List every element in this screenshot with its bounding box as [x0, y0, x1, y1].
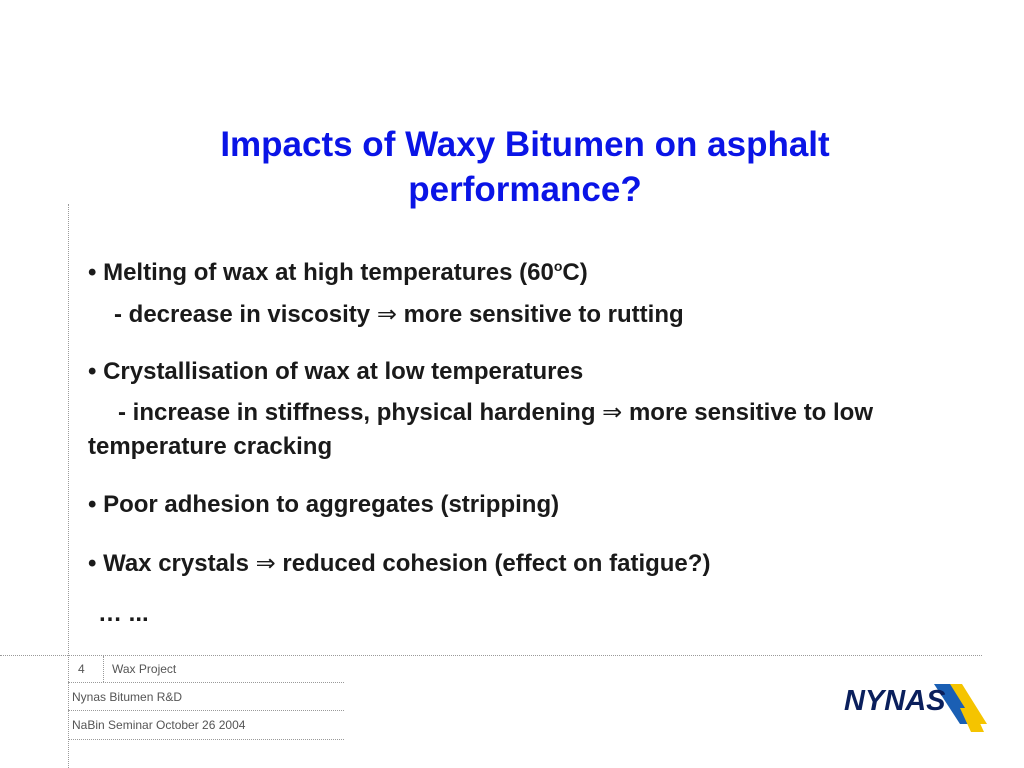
bullet-4	[88, 549, 710, 578]
footer-rule-4	[68, 739, 344, 740]
slide-title-line-1: Impacts of Waxy Bitumen on asphalt	[220, 125, 830, 164]
bullet-1	[88, 258, 588, 287]
bullet-1-subitem	[114, 300, 684, 329]
bullet-2-sub-text-a: - increase in stiffness, physical hardening	[118, 399, 596, 426]
bullet-1-head: • Melting of wax at high temperatures (60	[88, 259, 554, 286]
logo-text: NYNAS	[844, 685, 946, 717]
footer-rule-3	[68, 710, 344, 711]
implies-arrow-icon: ⇒	[376, 301, 397, 328]
page-number: 4	[78, 662, 85, 676]
bullet-1-sub-text-a: - decrease in viscosity	[114, 301, 371, 328]
slide-title	[120, 122, 930, 212]
footer-top-rule	[0, 655, 982, 656]
degree-superscript: o	[553, 258, 563, 274]
implies-arrow-icon: ⇒	[255, 550, 276, 577]
company-name: Nynas Bitumen R&D	[72, 690, 183, 704]
footer-divider	[103, 656, 104, 682]
bullet-4-text-b: reduced cohesion (effect on fatigue?)	[282, 550, 711, 577]
ellipsis: … ...	[98, 600, 149, 627]
event-name: NaBin Seminar October 26 2004	[72, 718, 246, 732]
bullet-2-subitem	[88, 396, 978, 464]
bullet-2: • Crystallisation of wax at low temperatures	[88, 358, 584, 385]
bullet-1-tail: C)	[562, 259, 588, 286]
bullet-3: • Poor adhesion to aggregates (stripping)	[88, 491, 560, 518]
nynas-logo	[842, 674, 987, 736]
project-name: Wax Project	[112, 662, 177, 676]
bullet-4-text-a: • Wax crystals	[88, 550, 249, 577]
footer-rule-2	[68, 682, 344, 683]
slide-title-line-2: performance?	[408, 170, 642, 209]
implies-arrow-icon: ⇒	[602, 399, 623, 426]
bullet-2-sub-text-b: more sensitive to low temperature cracking	[88, 399, 874, 460]
bullet-1-sub-text-b: more sensitive to rutting	[403, 301, 684, 328]
left-vertical-rule	[68, 204, 69, 768]
